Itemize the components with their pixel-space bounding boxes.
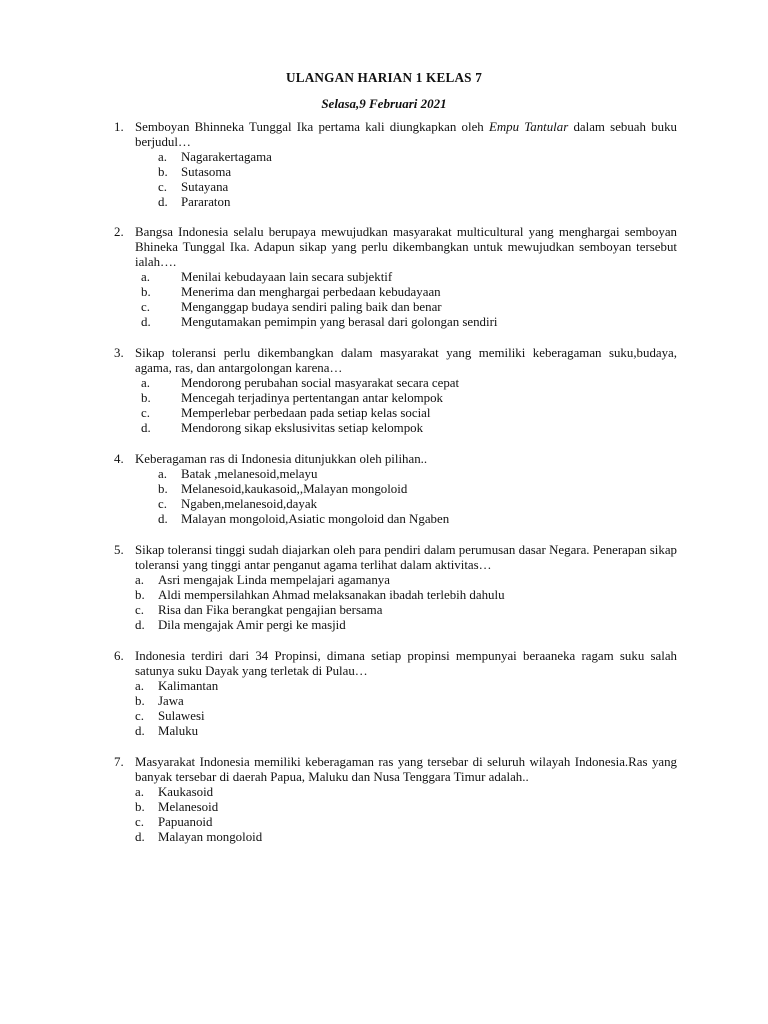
option-letter: d.	[158, 195, 168, 209]
question-text: Indonesia terdiri dari 34 Propinsi, dimana setiap propinsi mempunyai beraaneka ragam suku salah satunya suku Dayak yang terletak di Pulau…	[135, 649, 677, 678]
option-text: Sulawesi	[158, 709, 205, 723]
option-letter: c.	[158, 180, 167, 194]
option-text: Melanesoid	[158, 800, 219, 814]
option-b	[114, 165, 677, 180]
option-c	[114, 180, 677, 195]
question-6	[114, 649, 677, 739]
question-number: 1.	[114, 120, 124, 134]
option-d	[114, 512, 677, 527]
option-text: Dila mengajak Amir pergi ke masjid	[158, 618, 346, 632]
option-letter: c.	[158, 497, 167, 511]
option-letter: a.	[135, 573, 144, 587]
option-letter: b.	[135, 694, 145, 708]
option-letter: d.	[135, 830, 145, 844]
option-text: Mendorong perubahan social masyarakat secara cepat	[181, 376, 460, 390]
option-a	[114, 467, 677, 482]
options-list	[114, 467, 677, 527]
option-letter: a.	[158, 150, 167, 164]
option-text: Menganggap budaya sendiri paling baik dan benar	[181, 300, 442, 314]
option-text: Risa dan Fika berangkat pengajian bersama	[158, 603, 383, 617]
option-letter: a.	[141, 376, 150, 390]
option-letter: c.	[141, 300, 150, 314]
option-c	[114, 815, 677, 830]
question-text-part: Semboyan Bhinneka Tunggal Ika pertama kali diungkapkan oleh	[135, 120, 489, 134]
option-letter: b.	[158, 482, 168, 496]
option-letter: d.	[141, 315, 151, 329]
question-7	[114, 755, 677, 845]
option-text: Mengutamakan pemimpin yang berasal dari golongan sendiri	[181, 315, 498, 329]
option-letter: a.	[158, 467, 167, 481]
question-text-part: dalam sebuah buku berjudul…	[135, 120, 677, 149]
options-list	[114, 679, 677, 739]
question-number: 4.	[114, 452, 124, 466]
option-text: Nagarakertagama	[181, 150, 272, 164]
option-text: Malayan mongoloid	[158, 830, 263, 844]
option-letter: d.	[135, 724, 145, 738]
option-d	[114, 421, 677, 436]
option-text: Asri mengajak Linda mempelajari agamanya	[158, 573, 390, 587]
question-number: 5.	[114, 543, 124, 557]
option-letter: b.	[141, 285, 151, 299]
option-d	[114, 830, 677, 845]
option-text: Mendorong sikap ekslusivitas setiap kelompok	[181, 421, 424, 435]
option-letter: b.	[135, 800, 145, 814]
question-text: Masyarakat Indonesia memiliki keberagaman ras yang tersebar di seluruh wilayah Indonesia.Ras yang banyak tersebar di daerah Papua, Maluku dan Nusa Tenggara Timur adalah..	[135, 755, 677, 784]
page-title: ULANGAN HARIAN 1 KELAS 7	[285, 70, 483, 85]
option-a	[114, 785, 677, 800]
option-a	[114, 573, 677, 588]
option-text: Kaukasoid	[158, 785, 214, 799]
option-text: Mencegah terjadinya pertentangan antar kelompok	[181, 391, 443, 405]
option-letter: c.	[135, 603, 144, 617]
option-letter: b.	[141, 391, 151, 405]
question-2	[114, 225, 677, 330]
option-text: Memperlebar perbedaan pada setiap kelas social	[181, 406, 431, 420]
question-text-italic: Empu Tantular	[488, 120, 569, 134]
option-text: Menilai kebudayaan lain secara subjektif	[181, 270, 393, 284]
question-text: Sikap toleransi perlu dikembangkan dalam masyarakat yang memiliki keberagaman suku,budaya, agama, ras, dan antargolongan karena…	[135, 346, 677, 375]
option-text: Melanesoid,kaukasoid,,Malayan mongoloid	[181, 482, 408, 496]
options-list	[114, 573, 677, 633]
question-4	[114, 452, 677, 527]
option-letter: a.	[135, 785, 144, 799]
option-b	[114, 482, 677, 497]
options-list	[114, 785, 677, 845]
question-number: 2.	[114, 225, 124, 239]
option-a	[114, 376, 677, 391]
options-list	[114, 270, 677, 330]
option-text: Maluku	[158, 724, 199, 738]
option-text: Jawa	[158, 694, 184, 708]
option-letter: b.	[158, 165, 168, 179]
option-b	[114, 800, 677, 815]
options-list	[114, 150, 677, 210]
question-text	[135, 120, 677, 150]
question-3	[114, 346, 677, 436]
option-text: Batak ,melanesoid,melayu	[181, 467, 318, 481]
question-number: 6.	[114, 649, 124, 663]
option-text: Ngaben,melanesoid,dayak	[181, 497, 318, 511]
question-text: Sikap toleransi tinggi sudah diajarkan oleh para pendiri dalam perumusan dasar Negara. Penerapan sikap toleransi yang tinggi antar penganut agama terlihat dalam aktivitas…	[135, 543, 677, 572]
option-a	[114, 150, 677, 165]
option-d	[114, 724, 677, 739]
option-text: Papuanoid	[158, 815, 213, 829]
option-b	[114, 391, 677, 406]
option-d	[114, 195, 677, 210]
option-d	[114, 315, 677, 330]
options-list	[114, 376, 677, 436]
option-letter: c.	[135, 815, 144, 829]
option-letter: b.	[135, 588, 145, 602]
option-text: Malayan mongoloid,Asiatic mongoloid dan Ngaben	[181, 512, 450, 526]
option-letter: c.	[141, 406, 150, 420]
option-c	[114, 709, 677, 724]
question-1	[114, 120, 677, 210]
question-number: 7.	[114, 755, 124, 769]
option-letter: c.	[135, 709, 144, 723]
option-text: Sutayana	[181, 180, 229, 194]
option-d	[114, 618, 677, 633]
question-number: 3.	[114, 346, 124, 360]
option-text: Menerima dan menghargai perbedaan kebudayaan	[181, 285, 441, 299]
exam-date: Selasa,9 Februari 2021	[321, 96, 447, 111]
option-text: Aldi mempersilahkan Ahmad melaksanakan ibadah terlebih dahulu	[158, 588, 505, 602]
option-text: Kalimantan	[158, 679, 219, 693]
question-5	[114, 543, 677, 633]
question-text: Bangsa Indonesia selalu berupaya mewujudkan masyarakat multicultural yang menghargai semboyan Bhineka Tunggal Ika. Adapun sikap yang perlu dikembangkan untuk mewujudkan semboyan tersebut ialah….	[135, 225, 677, 269]
option-text: Sutasoma	[181, 165, 232, 179]
option-letter: d.	[158, 512, 168, 526]
option-text: Pararaton	[181, 195, 231, 209]
option-b	[114, 285, 677, 300]
option-c	[114, 603, 677, 618]
option-letter: a.	[135, 679, 144, 693]
option-a	[114, 270, 677, 285]
option-c	[114, 497, 677, 512]
option-a	[114, 679, 677, 694]
option-b	[114, 588, 677, 603]
option-c	[114, 406, 677, 421]
option-b	[114, 694, 677, 709]
option-c	[114, 300, 677, 315]
option-letter: d.	[135, 618, 145, 632]
option-letter: d.	[141, 421, 151, 435]
question-text: Keberagaman ras di Indonesia ditunjukkan oleh pilihan..	[135, 452, 428, 466]
option-letter: a.	[141, 270, 150, 284]
